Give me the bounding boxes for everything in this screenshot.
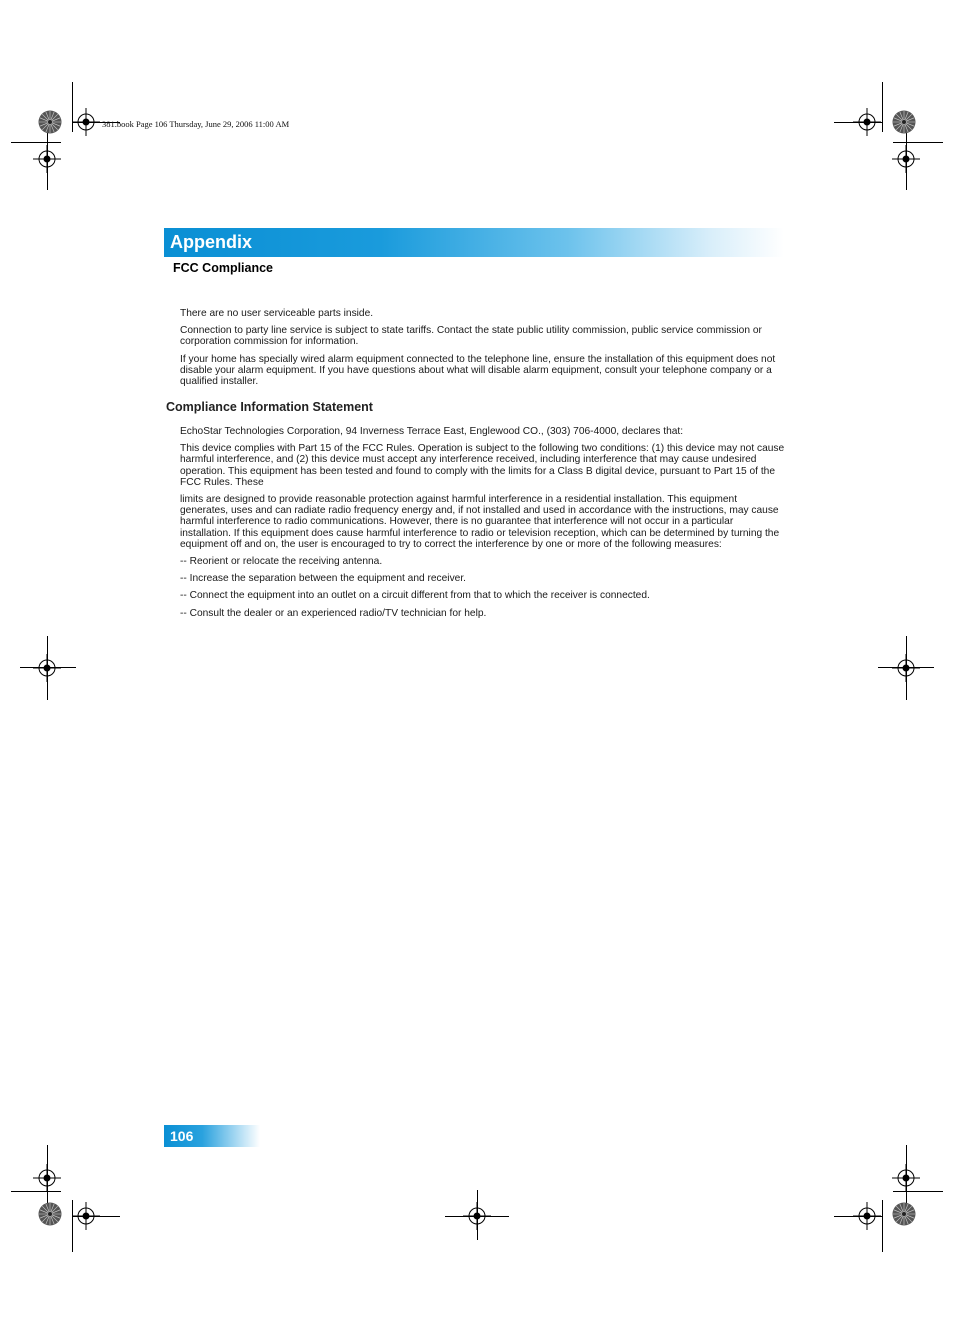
- chapter-title: Appendix: [170, 232, 253, 252]
- paragraph: This device complies with Part 15 of the FCC Rules. Operation is subject to the following two conditions: (1) this device may not cause harmful interference, and (2) this device must accept any interference received, including interference that may cause undesired operation. This equipment has been tested and found to comply with the limits for a Class B digital device, pursuant to Part 15 of the FCC Rules. These: [180, 443, 785, 488]
- starburst-icon: [892, 110, 916, 134]
- section-title-compliance: Compliance Information Statement: [166, 400, 373, 414]
- page-number: 106: [170, 1128, 194, 1144]
- crop-line: [882, 1200, 883, 1252]
- starburst-icon: [38, 1202, 62, 1226]
- fcc-body: [180, 308, 786, 393]
- registration-mark-icon: [33, 654, 61, 682]
- registration-mark-icon: [33, 1164, 61, 1192]
- registration-mark-icon: [72, 1202, 100, 1230]
- paragraph: If your home has specially wired alarm equipment connected to the telephone line, ensure the installation of this equipment does not disable your alarm equipment. If you have questions about what will disable alarm equipment, consult your telephone company or a qualified installer.: [180, 353, 776, 388]
- paragraph: There are no user serviceable parts inside.: [180, 308, 374, 319]
- paragraph: EchoStar Technologies Corporation, 94 Inverness Terrace East, Englewood CO., (303) 706-4000, declares that:: [180, 426, 684, 437]
- crop-line: [11, 142, 61, 143]
- print-slug: 381.book Page 106 Thursday, June 29, 2006 11:00 AM: [102, 119, 290, 129]
- registration-mark-icon: [463, 1202, 491, 1230]
- registration-mark-icon: [892, 654, 920, 682]
- compliance-body: [180, 426, 786, 625]
- list-item: -- Connect the equipment into an outlet on a circuit different from that to which the receiver is connected.: [180, 590, 650, 602]
- paragraph: limits are designed to provide reasonable protection against harmful interference in a residential installation. This equipment generates, uses and can radiate radio frequency energy and, if not installed and used in accordance with the instructions, may cause harmful interference to radio communications. However, there is no guarantee that interference will not occur in a particular installation. If this equipment does cause harmful interference to radio or television reception, which can be determined by turning the equipment off and on, the user is encouraged to try to correct the interference by one or more of the following measures:: [180, 494, 780, 550]
- list-item: -- Reorient or relocate the receiving antenna.: [180, 556, 383, 568]
- starburst-icon: [892, 1202, 916, 1226]
- chapter-header: [164, 228, 784, 257]
- registration-mark-icon: [892, 145, 920, 173]
- registration-mark-icon: [72, 108, 100, 136]
- section-title-fcc: FCC Compliance: [173, 261, 274, 275]
- registration-mark-icon: [853, 1202, 881, 1230]
- list-item: -- Increase the separation between the equipment and receiver.: [180, 573, 466, 585]
- paragraph: Connection to party line service is subject to state tariffs. Contact the state public utility commission, public service commission or corporation commission for information.: [180, 325, 762, 348]
- registration-mark-icon: [892, 1164, 920, 1192]
- registration-mark-icon: [33, 145, 61, 173]
- crop-line: [882, 82, 883, 132]
- registration-mark-icon: [853, 108, 881, 136]
- page-number-band: [164, 1125, 260, 1147]
- starburst-icon: [38, 110, 62, 134]
- list-item: -- Consult the dealer or an experienced radio/TV technician for help.: [180, 607, 487, 619]
- crop-line: [893, 142, 943, 143]
